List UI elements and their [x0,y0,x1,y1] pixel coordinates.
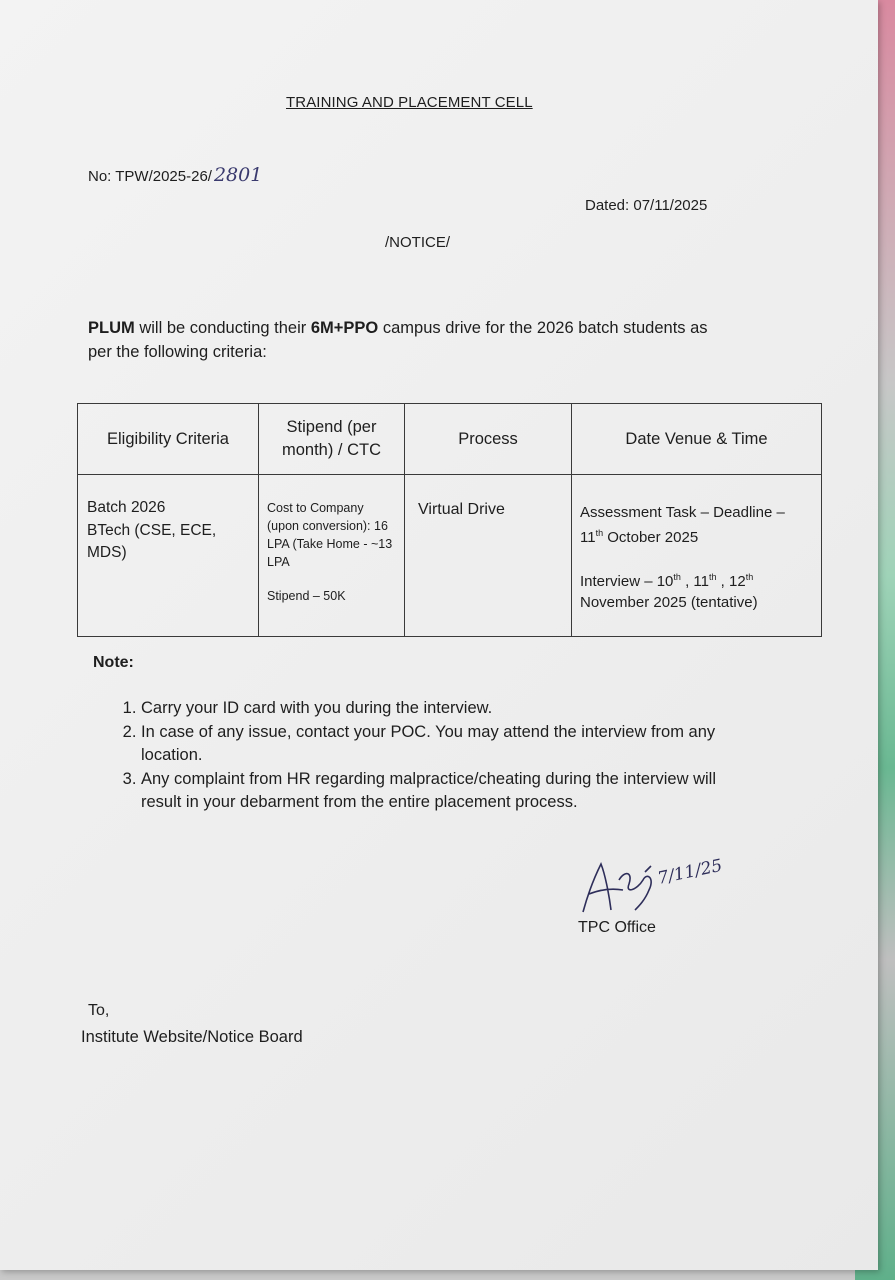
eligibility-branches: BTech (CSE, ECE, MDS) [87,521,217,561]
to-label: To, [88,1002,110,1019]
eligibility-batch: Batch 2026 [87,499,166,516]
list-item: 1. Carry your ID card with you during the interview. [141,697,751,721]
assessment-deadline: Assessment Task – Deadline – 11th October 2025 [580,504,785,546]
intro-text-2: campus drive for the 2026 batch students as per the following criteria: [88,319,708,361]
intro-text-1: will be conducting their [134,319,311,337]
ctc-text: Cost to Company (upon conversion): 16 LPA (Take Home - ~13 LPA [267,501,393,569]
document-title: TRAINING AND PLACEMENT CELL [286,94,533,111]
header-stipend: Stipend (per month) / CTC [259,404,405,475]
header-date-venue: Date Venue & Time [572,404,822,475]
list-item: 2. In case of any issue, contact your POC. You may attend the interview from any location. [141,721,751,768]
handwritten-reference: 2801 [213,164,263,186]
reference-prefix: No: TPW/2025-26/ [88,168,212,185]
process-cell [405,475,572,637]
stipend-text: Stipend – 50K [267,589,346,603]
date-venue-cell [572,475,822,637]
interview-dates: Interview – 10th , 11th , 12th November 2025 (tentative) [580,572,758,611]
note-heading: Note: [93,654,134,671]
eligibility-cell [78,475,259,637]
intro-paragraph [88,316,708,364]
header-eligibility: Eligibility Criteria [78,404,259,475]
criteria-table [77,403,822,637]
stipend-cell [259,475,405,637]
notes-list [100,697,751,815]
signatory-label: TPC Office [578,919,656,936]
drive-type: 6M+PPO [310,319,379,337]
company-name: PLUM [88,319,135,337]
signature-date: 7/11/25 [655,855,725,889]
list-item: 3. Any complaint from HR regarding malpractice/cheating during the interview will result in your debarment from the entire placement process. [141,768,751,815]
signature-mark [575,850,735,920]
reference-number [88,164,262,186]
table-row [78,475,822,637]
table-header-row [78,404,822,475]
date-line: Dated: 07/11/2025 [585,197,708,214]
notice-label: /NOTICE/ [385,234,451,251]
process-text: Virtual Drive [418,501,505,518]
header-process: Process [405,404,572,475]
recipients: Institute Website/Notice Board [81,1028,303,1046]
